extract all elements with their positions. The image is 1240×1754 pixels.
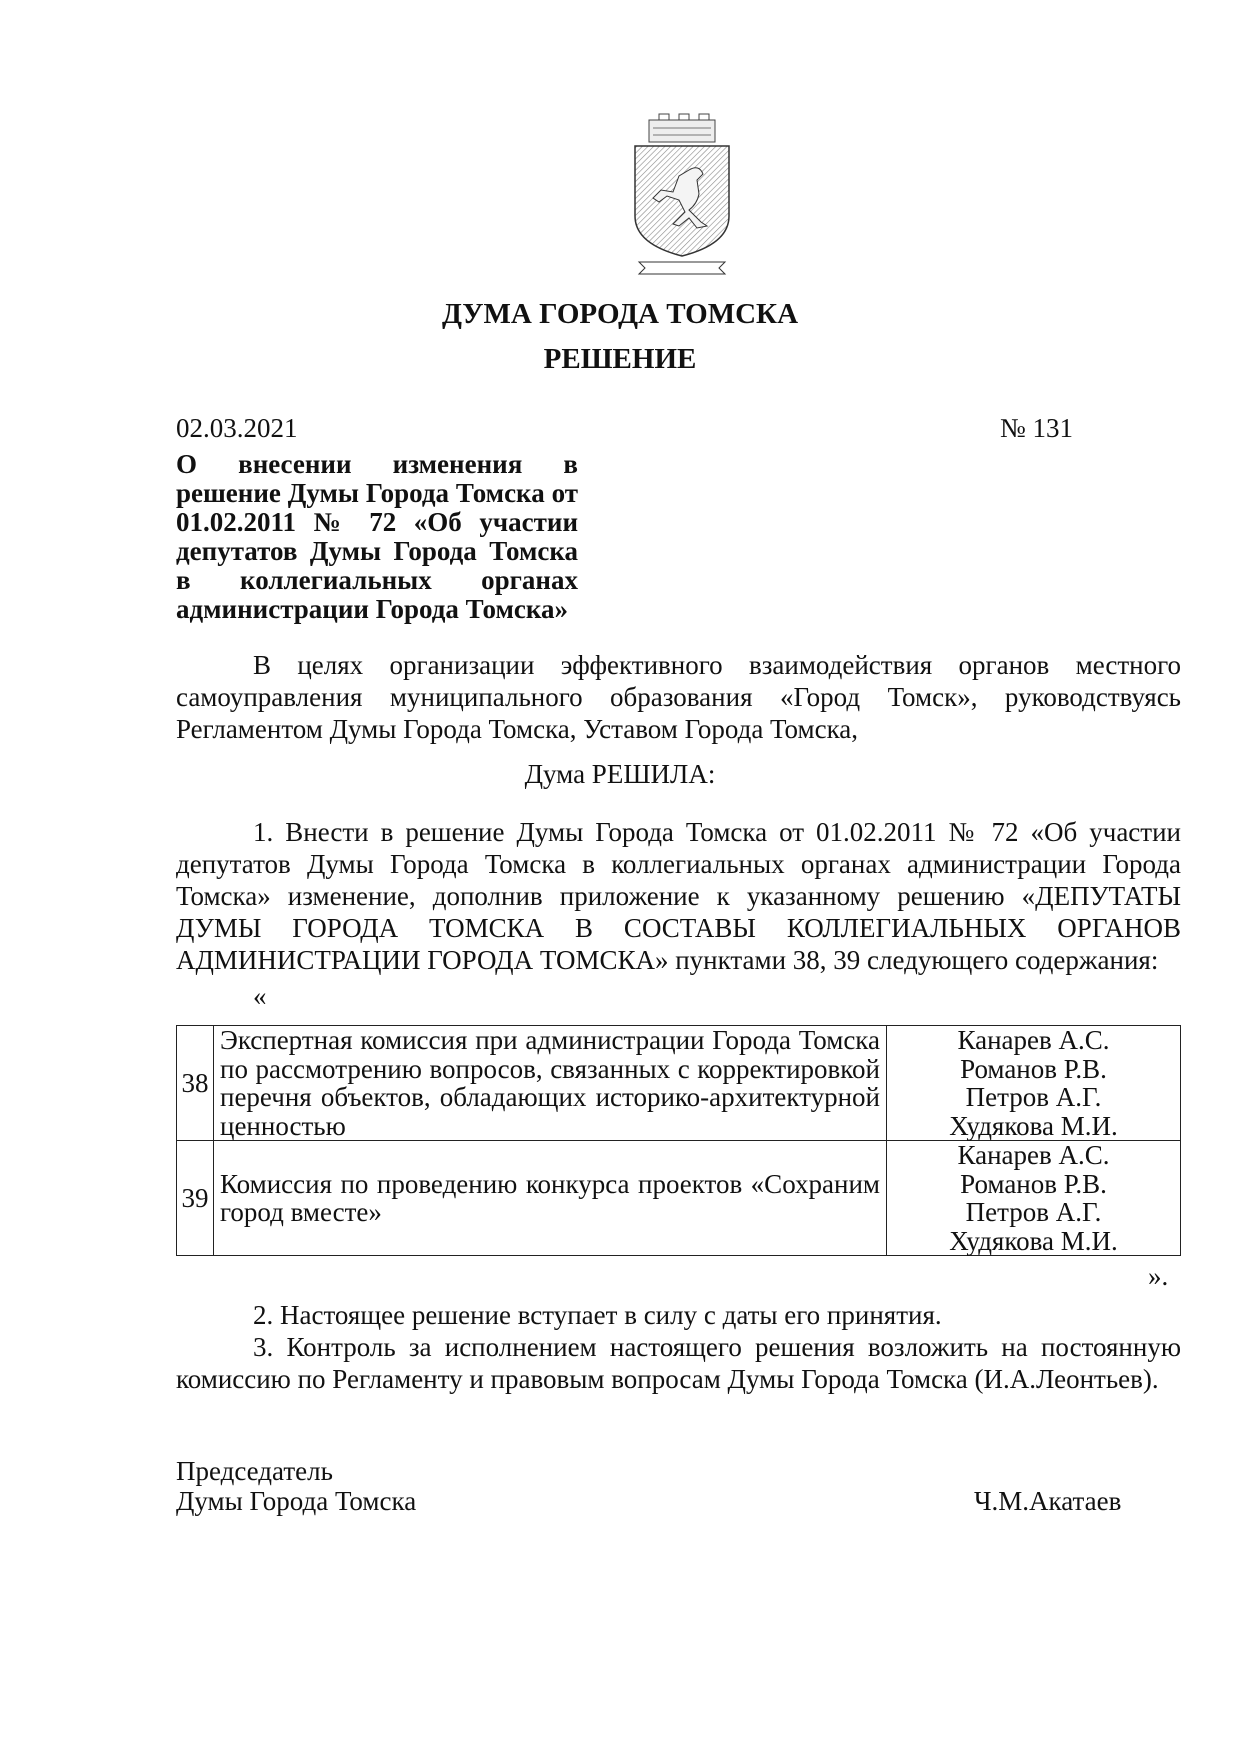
- preamble: В целях организации эффективного взаимодействия органов местного самоуправления муниципального образования «Город Томск», руководствуясь Регламентом Думы Города Томска, Уставом Города Томска,: [176, 650, 1181, 744]
- signatory-title-1: Председатель: [176, 1456, 333, 1486]
- signatory-name: Ч.М.Акатаев: [974, 1486, 1122, 1516]
- item-3: 3. Контроль за исполнением настоящего решения возложить на постоянную комиссию по Регламенту и правовым вопросам Думы Города Томска (И.А.Леонтьев).: [176, 1332, 1181, 1394]
- deputy-name: Канарев А.С.: [957, 1140, 1110, 1170]
- decision-date: 02.03.2021: [176, 413, 298, 443]
- quote-close: ».: [1148, 1261, 1169, 1291]
- deputies: [887, 1026, 1181, 1141]
- signatory-title-2: Думы Города Томска: [176, 1486, 417, 1516]
- resolved-heading: Дума РЕШИЛА:: [524, 759, 716, 789]
- table-row: [177, 1026, 1181, 1141]
- deputy-name: Петров А.Г.: [965, 1197, 1102, 1227]
- deputy-name: Канарев А.С.: [957, 1025, 1110, 1055]
- deputy-name: Худякова М.И.: [949, 1110, 1118, 1141]
- deputy-name: Романов Р.В.: [960, 1168, 1107, 1199]
- deputy-name: Петров А.Г.: [965, 1082, 1102, 1112]
- decision-subject: О внесении изменения в решение Думы Города Томска от 01.02.2011 № 72 «Об участии депутатов Думы Города Томска в коллегиальных органах администрации Города Томска»: [176, 449, 578, 624]
- table-row: [177, 1141, 1181, 1256]
- row-number: 38: [177, 1026, 214, 1141]
- deputy-name: Худякова М.И.: [949, 1225, 1118, 1256]
- org-title: ДУМА ГОРОДА ТОМСКА: [441, 298, 799, 330]
- row-number: 39: [177, 1141, 214, 1256]
- item-1: 1. Внести в решение Думы Города Томска от 01.02.2011 № 72 «Об участии депутатов Думы Города Томска в коллегиальных органах администрации Города Томска» изменение, дополнив приложение к указанному решению «ДЕПУТАТЫ ДУМЫ ГОРОДА ТОМСКА В СОСТАВЫ КОЛЛЕГИАЛЬНЫХ ОРГАНОВ АДМИНИСТРАЦИИ ГОРОДА ТОМСКА» пунктами 38, 39 следующего содержания:: [176, 817, 1181, 975]
- item-2: 2. Настоящее решение вступает в силу с даты его принятия.: [253, 1300, 942, 1330]
- quote-open: «: [253, 981, 267, 1011]
- body-name: Комиссия по проведению конкурса проектов «Сохраним город вместе»: [214, 1141, 887, 1256]
- deputies: [887, 1141, 1181, 1256]
- deputy-name: Романов Р.В.: [960, 1053, 1107, 1084]
- doc-type-title: РЕШЕНИЕ: [543, 343, 697, 375]
- decision-number: № 131: [1000, 413, 1074, 443]
- body-name: Экспертная комиссия при администрации Города Томска по рассмотрению вопросов, связанных с корректировкой перечня объектов, обладающих историко-архитектурной ценностью: [214, 1026, 887, 1141]
- city-emblem: [631, 112, 733, 280]
- appendix-table: [176, 1025, 1181, 1256]
